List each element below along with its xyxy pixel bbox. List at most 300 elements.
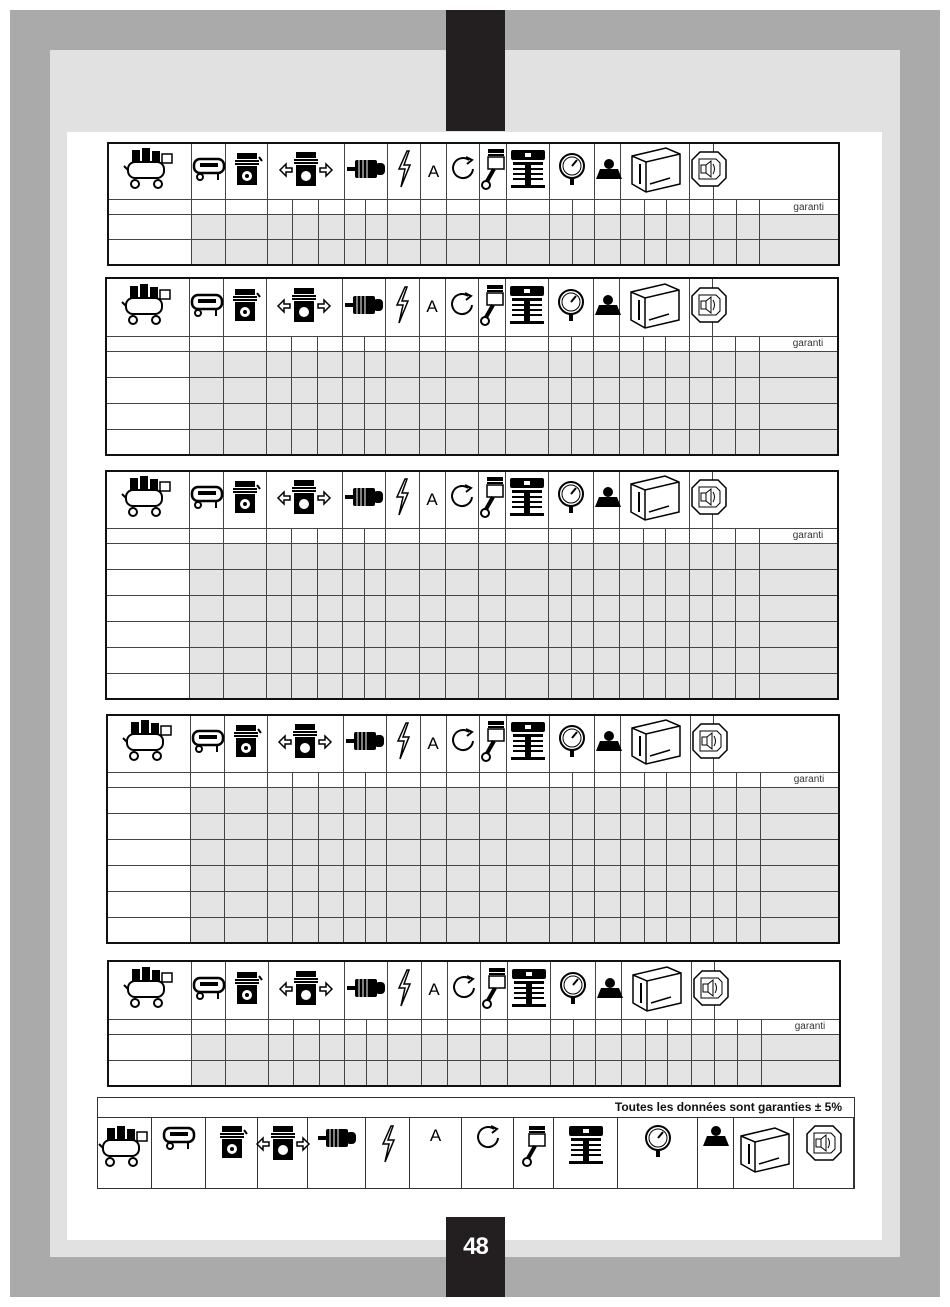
data-cell [343, 351, 365, 377]
data-cell [595, 865, 621, 891]
data-cell [549, 673, 572, 699]
pump-head-icon [224, 287, 265, 328]
data-cell [343, 377, 365, 403]
data-cell [420, 865, 446, 891]
data-cell [446, 839, 479, 865]
data-cell [505, 673, 548, 699]
data-cell [759, 673, 838, 699]
data-cell [712, 647, 735, 673]
data-cell [419, 595, 445, 621]
data-cell [622, 1060, 645, 1086]
data-cell [736, 569, 759, 595]
data-cell [445, 595, 478, 621]
data-cell [479, 813, 506, 839]
data-cell [594, 569, 620, 595]
data-cell [689, 621, 712, 647]
data-cell [595, 787, 621, 813]
data-cell [595, 240, 621, 265]
data-cell [365, 813, 387, 839]
data-cell [621, 865, 644, 891]
data-cell [594, 621, 620, 647]
data-cell [571, 403, 594, 429]
data-cell [505, 647, 548, 673]
data-cell [420, 839, 446, 865]
data-cell [266, 403, 291, 429]
data-cell [620, 569, 643, 595]
page-number: 48 [463, 1233, 488, 1260]
compressor-icon [107, 474, 189, 525]
compressor-icon [109, 965, 191, 1016]
spec-table [106, 714, 840, 944]
data-cell [667, 917, 690, 943]
data-cell [479, 891, 506, 917]
data-cell [666, 377, 689, 403]
data-cell [445, 673, 478, 699]
data-cell [317, 403, 342, 429]
data-cell [644, 891, 667, 917]
data-cell [478, 595, 505, 621]
data-cell [572, 240, 595, 265]
data-cell [447, 240, 480, 265]
data-cell [596, 1034, 622, 1060]
spec-table [105, 277, 839, 456]
data-cell [364, 569, 386, 595]
motor-icon [343, 483, 385, 516]
spec-table [105, 470, 839, 700]
noise-icon [692, 969, 714, 1012]
data-cell [480, 215, 507, 240]
rotation-icon [448, 974, 480, 1007]
data-cell [713, 917, 736, 943]
data-cell [267, 787, 292, 813]
data-cell [292, 787, 318, 813]
data-cell [446, 865, 479, 891]
data-cell [714, 1060, 737, 1086]
data-cell [192, 1034, 226, 1060]
data-cell [479, 839, 506, 865]
data-cell [737, 865, 760, 891]
data-cell [712, 377, 735, 403]
legend-cell [734, 1118, 794, 1188]
row-label-cell [106, 673, 190, 699]
data-cell [343, 543, 365, 569]
data-cell [507, 1034, 550, 1060]
data-cell [643, 673, 666, 699]
garanti-label: garanti [759, 336, 838, 351]
table-row [106, 569, 838, 595]
data-cell [387, 865, 420, 891]
data-cell [445, 543, 478, 569]
data-cell [345, 1034, 367, 1060]
row-label-cell [106, 595, 190, 621]
data-cell [293, 215, 319, 240]
data-cell [387, 215, 420, 240]
data-cell [736, 351, 759, 377]
data-cell [343, 673, 365, 699]
data-cell [689, 647, 712, 673]
data-cell [447, 1060, 480, 1086]
data-cell [666, 595, 689, 621]
legend-cell [308, 1118, 366, 1188]
data-cell [621, 215, 644, 240]
data-cell [344, 865, 366, 891]
data-cell [293, 240, 319, 265]
amperage-icon: A [427, 733, 439, 753]
data-cell [667, 839, 690, 865]
legend-table [97, 1097, 855, 1189]
data-cell [712, 673, 735, 699]
data-cell [366, 215, 388, 240]
data-cell [266, 377, 291, 403]
data-cell [760, 891, 839, 917]
data-cell [387, 917, 420, 943]
dimensions-box-icon [622, 963, 690, 1018]
voltage-icon [386, 477, 418, 522]
data-cell [666, 673, 689, 699]
data-cell [420, 787, 446, 813]
data-cell [386, 403, 419, 429]
data-cell [224, 429, 266, 455]
data-cell [419, 673, 445, 699]
data-cell [224, 403, 266, 429]
data-cell [420, 215, 446, 240]
data-cell [712, 351, 735, 377]
data-cell [666, 569, 689, 595]
data-cell [419, 377, 445, 403]
data-cell [572, 813, 595, 839]
row-label-cell [107, 865, 191, 891]
data-cell [690, 215, 713, 240]
garanti-label: garanti [759, 528, 838, 543]
guarantee-note: Toutes les données sont garanties ± 5% [614, 1100, 842, 1114]
cylinder-icon [508, 967, 550, 1014]
icon-header-row [108, 961, 840, 1019]
data-cell [291, 569, 317, 595]
data-cell [190, 351, 224, 377]
data-cell [689, 569, 712, 595]
icon-header-row [107, 715, 839, 772]
data-cell [365, 917, 387, 943]
data-cell [666, 647, 689, 673]
data-cell [691, 1034, 714, 1060]
row-label-cell [106, 647, 190, 673]
rotation-icon [446, 483, 478, 516]
data-cell [419, 543, 445, 569]
legend-cell [462, 1118, 514, 1188]
data-cell [478, 647, 505, 673]
data-cell [572, 839, 595, 865]
data-cell [319, 1034, 344, 1060]
unit-row [106, 336, 838, 351]
weight-icon [595, 157, 620, 186]
data-cell [388, 1034, 421, 1060]
data-cell [388, 1060, 421, 1086]
data-cell [190, 429, 224, 455]
data-cell [225, 891, 267, 917]
data-cell [419, 569, 445, 595]
data-cell [190, 377, 224, 403]
table-row [108, 215, 839, 240]
data-cell [421, 1060, 447, 1086]
data-cell [643, 621, 666, 647]
data-cell [506, 891, 549, 917]
data-cell [571, 351, 594, 377]
data-cell [736, 595, 759, 621]
data-cell [191, 787, 225, 813]
data-cell [621, 891, 644, 917]
data-cell [344, 813, 366, 839]
data-cell [549, 351, 572, 377]
data-cell [268, 240, 293, 265]
data-cell [713, 215, 736, 240]
cylinder-icon [507, 148, 549, 195]
data-cell [420, 917, 446, 943]
weight-icon [596, 976, 621, 1005]
legend-cell [258, 1118, 308, 1188]
data-cell [445, 351, 478, 377]
data-cell [191, 865, 225, 891]
data-cell [571, 429, 594, 455]
row-label-cell [107, 839, 191, 865]
data-cell [668, 1034, 691, 1060]
data-cell [190, 621, 224, 647]
data-cell [738, 1034, 761, 1060]
table-row [106, 377, 838, 403]
data-cell [690, 813, 713, 839]
legend-cell [98, 1118, 152, 1188]
data-cell [344, 891, 366, 917]
data-cell [343, 569, 365, 595]
weight-icon [594, 485, 619, 514]
data-cell [620, 351, 643, 377]
data-cell [446, 787, 479, 813]
data-cell [713, 787, 736, 813]
pressure-gauge-icon [550, 724, 594, 763]
data-cell [594, 429, 620, 455]
dimensions-box-icon [621, 716, 689, 771]
motor-icon [345, 155, 387, 188]
table-row [106, 647, 838, 673]
data-cell [445, 403, 478, 429]
data-cell [419, 647, 445, 673]
data-cell [478, 621, 505, 647]
data-cell [318, 839, 343, 865]
data-cell [420, 813, 446, 839]
data-cell [690, 240, 713, 265]
top-tab [446, 10, 505, 131]
data-cell [549, 595, 572, 621]
data-cell [317, 595, 342, 621]
data-cell [621, 839, 644, 865]
row-label-cell [107, 813, 191, 839]
data-cell [643, 595, 666, 621]
pressure-gauge-icon [549, 480, 593, 519]
row-label-cell [106, 377, 190, 403]
data-cell [190, 403, 224, 429]
table-row [106, 621, 838, 647]
data-cell [759, 621, 838, 647]
data-cell [190, 595, 224, 621]
weight-icon [594, 293, 619, 322]
data-cell [506, 787, 549, 813]
icon-header-row [106, 471, 838, 528]
data-cell [318, 787, 343, 813]
data-cell [571, 621, 594, 647]
data-cell [620, 429, 643, 455]
data-cell [549, 569, 572, 595]
tank-icon [192, 155, 225, 188]
data-cell [667, 891, 690, 917]
row-label-cell [108, 1060, 192, 1086]
data-cell [478, 429, 505, 455]
data-cell [690, 891, 713, 917]
data-cell [266, 351, 291, 377]
weight-icon [595, 729, 620, 758]
piston-icon [479, 283, 505, 332]
data-cell [445, 569, 478, 595]
legend-cell [206, 1118, 258, 1188]
data-cell [621, 917, 644, 943]
data-cell [446, 891, 479, 917]
table-row [107, 839, 839, 865]
data-cell [224, 543, 266, 569]
data-cell [190, 543, 224, 569]
data-cell [572, 865, 595, 891]
legend-cell [794, 1118, 854, 1188]
data-cell [736, 543, 759, 569]
data-cell [507, 240, 550, 265]
row-label-cell [108, 1034, 192, 1060]
air-flow-icon [267, 286, 342, 329]
data-cell [505, 403, 548, 429]
legend-cell [618, 1118, 698, 1188]
data-cell [571, 673, 594, 699]
pump-head-icon [225, 723, 266, 764]
data-cell [644, 865, 667, 891]
piston-icon [481, 966, 507, 1015]
data-cell [386, 621, 419, 647]
data-cell [760, 865, 839, 891]
data-cell [387, 787, 420, 813]
data-cell [267, 917, 292, 943]
data-cell [192, 215, 226, 240]
dimensions-box-icon [620, 472, 688, 527]
data-cell [386, 673, 419, 699]
data-cell [266, 621, 291, 647]
noise-icon [690, 478, 712, 521]
data-cell [666, 429, 689, 455]
data-cell [595, 813, 621, 839]
data-cell [689, 673, 712, 699]
table-row [106, 543, 838, 569]
amperage-icon: A [426, 297, 438, 317]
legend-cell [514, 1118, 554, 1188]
data-cell [447, 1034, 480, 1060]
row-label-cell [106, 351, 190, 377]
data-cell [550, 787, 573, 813]
data-cell [267, 891, 292, 917]
air-flow-icon [268, 150, 343, 193]
data-cell [713, 839, 736, 865]
data-cell [712, 569, 735, 595]
data-cell [319, 1060, 344, 1086]
motor-icon [344, 727, 386, 760]
data-cell [421, 1034, 447, 1060]
data-cell [268, 1060, 293, 1086]
table-row [106, 673, 838, 699]
data-cell [386, 595, 419, 621]
data-cell [505, 621, 548, 647]
legend-cell [410, 1118, 462, 1188]
voltage-icon [388, 149, 420, 194]
data-cell [736, 377, 759, 403]
legend-icons-row [98, 1117, 854, 1188]
data-cell [225, 787, 267, 813]
data-cell [268, 215, 293, 240]
data-cell [190, 647, 224, 673]
data-cell [317, 569, 342, 595]
data-cell [667, 240, 690, 265]
data-cell [737, 787, 760, 813]
data-cell [266, 569, 291, 595]
data-cell [690, 865, 713, 891]
amperage-icon: A [429, 1126, 442, 1145]
data-cell [572, 891, 595, 917]
rotation-icon [447, 155, 479, 188]
data-cell [365, 891, 387, 917]
data-cell [643, 403, 666, 429]
table-row [106, 403, 838, 429]
data-cell [190, 569, 224, 595]
data-cell [713, 813, 736, 839]
data-cell [419, 351, 445, 377]
data-cell [224, 569, 266, 595]
data-cell [317, 377, 342, 403]
data-cell [571, 569, 594, 595]
data-cell [224, 377, 266, 403]
data-cell [644, 813, 667, 839]
data-cell [386, 429, 419, 455]
tank-icon [190, 483, 223, 516]
data-cell [192, 1060, 226, 1086]
data-cell [318, 813, 343, 839]
data-cell [319, 240, 344, 265]
data-cell [506, 917, 549, 943]
data-cell [549, 377, 572, 403]
data-cell [713, 865, 736, 891]
data-cell [689, 351, 712, 377]
data-cell [712, 595, 735, 621]
data-cell [266, 647, 291, 673]
pump-head-icon [224, 479, 265, 520]
data-cell [759, 429, 838, 455]
data-cell [224, 351, 266, 377]
data-cell [551, 1060, 574, 1086]
amperage-icon: A [428, 980, 440, 1000]
data-cell [386, 351, 419, 377]
data-cell [505, 377, 548, 403]
data-cell [760, 839, 839, 865]
row-label-cell [108, 240, 192, 265]
data-cell [292, 917, 318, 943]
data-cell [644, 917, 667, 943]
data-cell [291, 673, 317, 699]
data-cell [689, 543, 712, 569]
data-cell [225, 813, 267, 839]
data-cell [226, 215, 268, 240]
data-cell [480, 240, 507, 265]
data-cell [645, 1060, 668, 1086]
